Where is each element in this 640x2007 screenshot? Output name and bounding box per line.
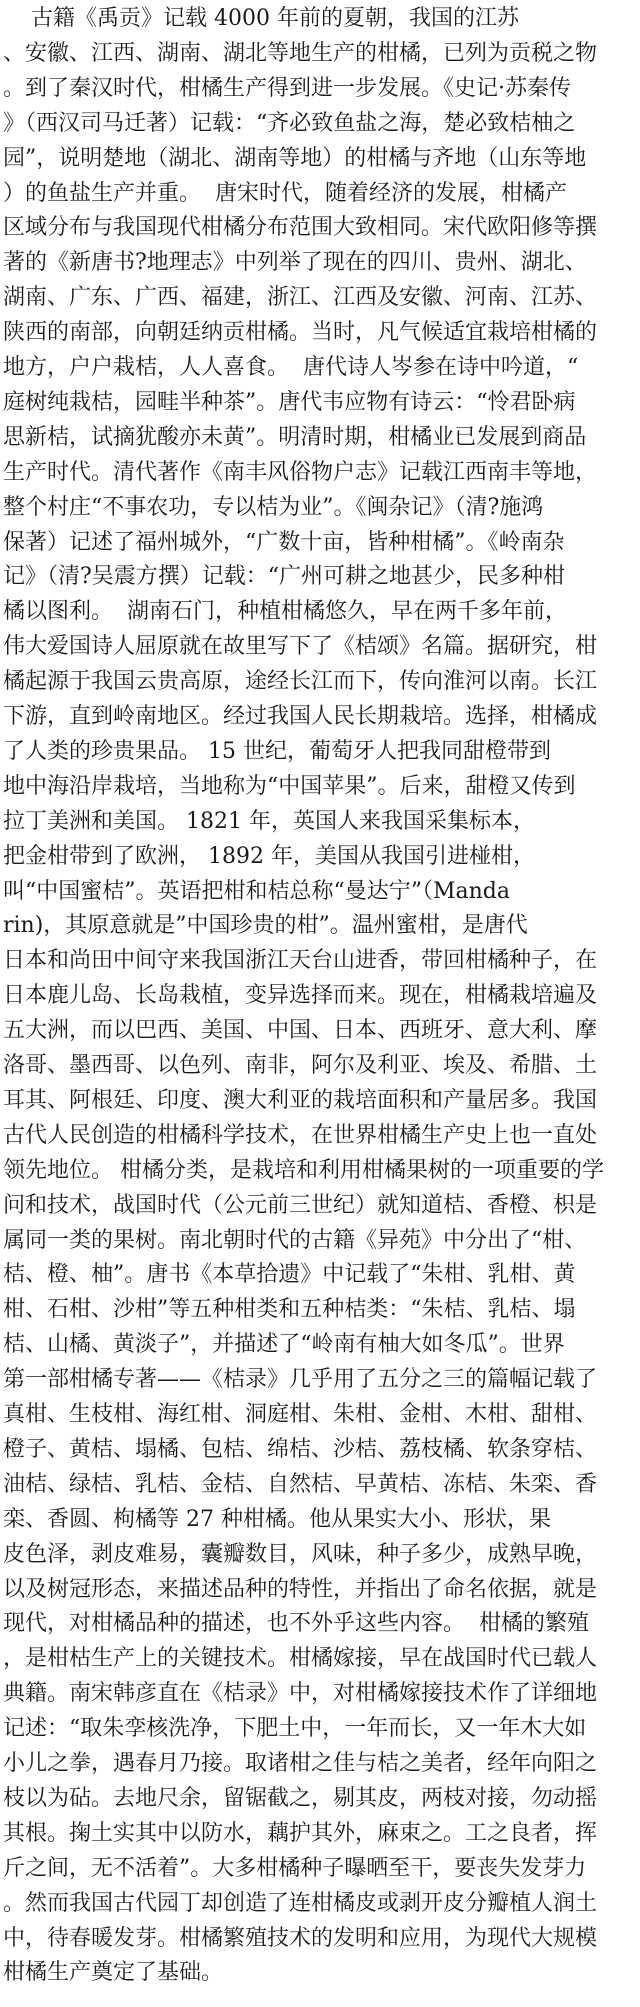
text-line: 园”，说明楚地（湖北、湖南等地）的柑橘与齐地（山东等地	[3, 145, 587, 171]
text-line: 下游，直到岭南地区。经过我国人民长期栽培。选择，柑橘成	[3, 704, 598, 729]
text-line: 真柑、生枝柑、海红柑、洞庭柑、朱柑、金柑、木柑、甜柑、	[3, 1402, 598, 1427]
text-line: 区域分布与我国现代柑橘分布范围大致相同。宋代欧阳修等撰	[3, 215, 598, 241]
text-line: 五大洲，而以巴西、美国、中国、日本、西班牙、意大利、摩	[3, 1018, 598, 1044]
text-line: 领先地位。 柑橘分类，是栽培和利用柑橘果树的一项重要的学	[3, 1157, 604, 1183]
text-line: 伟大爱国诗人屈原就在故里写下了《桔颂》名篇。据研究，柑	[3, 634, 598, 660]
text-line: 日本鹿儿岛、长岛栽植，变异选择而来。现在，柑橘栽培遍及	[3, 983, 598, 1009]
text-line: 陕西的南部，向朝廷纳贡柑橘。当时，凡气候适宜栽培柑橘的	[3, 320, 598, 346]
text-line: 其根。掬土实其中以防水，藕护其外，麻束之。工之良者，挥	[3, 1820, 598, 1846]
text-line: 小儿之拳，遇春月乃接。取诸柑之佳与桔之美者，经年向阳之	[3, 1751, 598, 1776]
text-line: 保著）记述了福州城外，“广数十亩，皆种柑橘”。《岭南杂	[3, 529, 565, 555]
text-line: 把金柑带到了欧洲， 1892 年，美国从我国引进椪柑，	[3, 843, 535, 869]
text-line: 古籍《禹贡》记载 4000 年前的夏朝，我国的江苏	[3, 6, 519, 31]
text-line: ，是柑枯生产上的关键技术。柑橘嫁接，早在战国时代已载人	[3, 1646, 598, 1672]
text-line: 以及树冠形态，来描述品种的特性，并指出了命名依据，就是	[3, 1576, 598, 1602]
text-line: 。到了秦汉时代，柑橘生产得到进一步发展。《史记·苏秦传	[3, 75, 571, 101]
text-line: 拉丁美洲和美国。 1821 年，英国人来我国采集标本，	[3, 808, 535, 834]
text-line: 叫“中国蜜桔”。英语把柑和桔总称“曼达宁”（Manda	[3, 878, 511, 904]
text-line: 。然而我国古代园丁却创造了连柑橘皮或剥开皮分瓣植人润土	[3, 1890, 598, 1916]
text-line: 橘起源于我国云贵高原，途经长江而下，传向淮河以南。长江	[3, 669, 598, 695]
text-line: 橙子、黄桔、塌橘、包桔、绵桔、沙桔、荔枝橘、软条穿桔、	[3, 1436, 598, 1462]
text-line: 橘以图利。 湖南石门，种植柑橘悠久，早在两千多年前，	[3, 599, 567, 625]
text-line: 枝以为砧。去地尺余，留锯截之，剔其皮，两枝对接，勿动摇	[3, 1785, 598, 1811]
text-line: ）的鱼盐生产并重。 唐宋时代，随着经济的发展，柑橘产	[3, 180, 567, 206]
text-line: 了人类的珍贵果品。 15 世纪，葡萄牙人把我同甜橙带到	[3, 738, 551, 764]
text-line: 整个村庄“不事农功，专以桔为业”。《闽杂记》（清?施鸿	[3, 494, 544, 520]
text-line: 柑橘生产奠定了基础。	[3, 1960, 224, 1986]
text-line: 古代人民创造的柑橘科学技术，在世界柑橘生产史上也一直处	[3, 1122, 598, 1148]
text-line: 第一部柑橘专著——《桔录》几乎用了五分之三的篇幅记载了	[3, 1367, 598, 1393]
text-line: 油桔、绿桔、乳桔、金桔、自然桔、早黄桔、冻桔、朱栾、香	[3, 1471, 598, 1497]
text-line: 思新桔，试摘犹酸亦未黄”。明清时期，柑橘业已发展到商品	[3, 424, 587, 450]
text-line: 洛哥、墨西哥、以色列、南非，阿尔及利亚、埃及、希腊、土	[3, 1053, 598, 1078]
text-line: 现代，对柑橘品种的描述，也不外乎这些内容。 柑橘的繁殖	[3, 1611, 589, 1637]
text-line: 庭树纯栽桔，园畦半种茶”。唐代韦应物有诗云：“怜君卧病	[3, 389, 576, 415]
text-line: 斤之间，无不活着”。大多柑橘种子曝晒至干，要丧失发芽力	[3, 1855, 587, 1881]
text-line: 柑、石柑、沙柑”等五种柑类和五种桔类：“朱桔、乳桔、塌	[3, 1297, 576, 1323]
text-line: 桔、山橘、黄淡子”，并描述了“岭南有柚大如冬瓜”。世界	[3, 1332, 565, 1358]
text-line: 耳其、阿根廷、印度、澳大利亚的栽培面积和产量居多。我国	[3, 1087, 598, 1113]
text-line: 地方，户户栽桔，人人喜食。 唐代诗人岑参在诗中吟道，“	[3, 355, 579, 380]
text-line: 记》（清?吴震方撰）记载：“广州可耕之地甚少，民多种柑	[3, 564, 566, 590]
text-line: 地中海沿岸栽培，当地称为“中国苹果”。后来，甜橙又传到	[3, 773, 576, 799]
text-line: 生产时代。清代著作《南丰风俗物户志》记载江西南丰等地，	[3, 459, 598, 485]
text-line: 中，待春暖发芽。柑橘繁殖技术的发明和应用，为现代大规模	[3, 1925, 598, 1951]
text-line: 典籍。南宋韩彦直在《桔录》中，对柑橘嫁接技术作了详细地	[3, 1681, 598, 1707]
text-line: 记述：“取朱孪核洗净，下肥土中，一年而长，又一年木大如	[3, 1716, 587, 1742]
text-line: 属同一类的果树。南北朝时代的古籍《异苑》中分出了“柑、	[3, 1227, 587, 1253]
text-line: 著的《新唐书?地理志》中列举了现在的四川、贵州、湖北、	[3, 250, 587, 276]
text-line: 皮色泽，剥皮难易，囊瓣数目，风味，种子多少，成熟早晚，	[3, 1541, 598, 1567]
text-line: 桔、橙、柚”。唐书《本草拾遗》中记载了“朱柑、乳柑、黄	[3, 1262, 576, 1288]
text-line: 》（西汉司马迁著）记载：“齐必致鱼盐之海，楚必致桔柚之	[3, 110, 576, 136]
text-line: 日本和尚田中间守来我国浙江天台山进香，带回柑橘种子，在	[3, 948, 598, 974]
text-line: 湖南、广东、广西、福建，浙江、江西及安徽、河南、江苏、	[3, 285, 598, 311]
text-line: 问和技术，战国时代（公元前三世纪）就知道桔、香橙、枳是	[3, 1192, 598, 1218]
text-line: 、安徽、江西、湖南、湖北等地生产的柑橘，已列为贡税之物	[3, 40, 598, 66]
text-line: 栾、香圆、枸橘等 27 种柑橘。他从果实大小、形状，果	[3, 1506, 551, 1532]
text-line: rin)，其原意就是”中国珍贵的柑”。温州蜜柑，是唐代	[3, 913, 528, 939]
